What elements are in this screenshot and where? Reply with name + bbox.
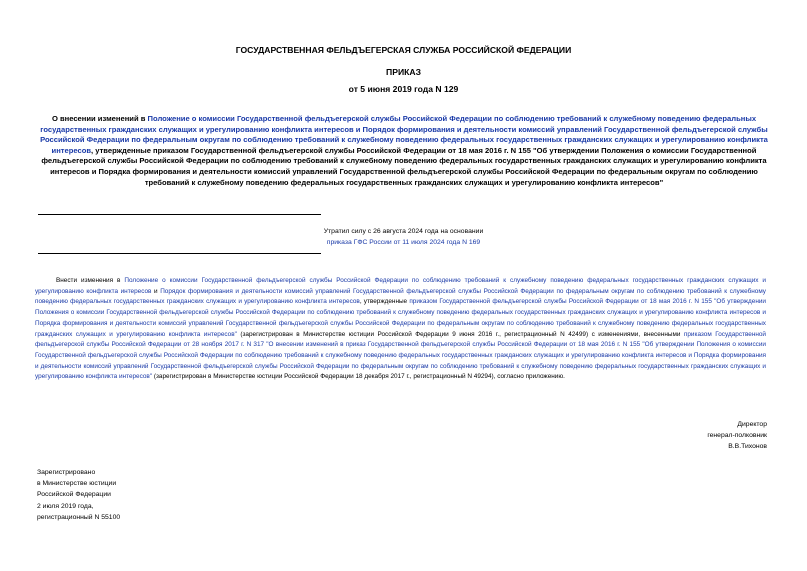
agency-name: ГОСУДАРСТВЕННАЯ ФЕЛЬДЪЕГЕРСКАЯ СЛУЖБА РОССИЙСКОЙ ФЕДЕРАЦИИ — [235, 45, 572, 55]
registration-block — [37, 467, 120, 523]
body-link-procedure[interactable]: Порядок формирования и деятельности комиссий управлений Государственной фельдъегерской службы Российской Федерации по федеральным округам по соблюдению требований к служебному поведению федеральных государственных гражданских служащих и урегулированию конфликта интересов — [35, 287, 767, 306]
title-prefix: О внесении изменений в — [51, 114, 148, 123]
document-date-number: от 5 июня 2019 года N 129 — [348, 84, 459, 94]
body-text-5: (зарегистрирован в Министерстве юстиции Российской Федерации 18 декабря 2017 г., регистрационный N 49294), согласно приложению. — [152, 373, 565, 381]
title-link-regulation[interactable]: Положение о комиссии Государственной фельдъегерской службы Российской Федерации по соблюдению требований к служебному поведению федеральных государственных гражданских служащих и урегулированию конфликта интересов и Порядок формирования и деятельности комиссий управлений Государственной фельдъегерской службы Российской Федерации по федеральным округам по соблюдению требований к служебному поведению федеральных государственных гражданских служащих и урегулированию конфликта интересов — [40, 114, 768, 155]
signature-block — [707, 419, 767, 452]
document-title — [34, 114, 774, 188]
body-link-regulation[interactable]: Положение о комиссии Государственной фельдъегерской службы Российской Федерации по соблюдению требований к служебному поведению федеральных государственных гражданских служащих и урегулированию конфликта интересов — [35, 277, 766, 295]
body-link-order-317[interactable]: приказом Государственной фельдъегерской службы Российской Федерации от 28 ноября 2017 г. N 317 "О внесении изменений в приказ Государственной фельдъегерской службы Российской Федерации от 18 мая 2016 г. N 155 "Об утверждении Положения о комиссии Государственной фельдъегерской службы Российской Федерации по соблюдению требований к служебному поведению федеральных государственных гражданских служащих и урегулированию конфликта интересов и Порядка формирования и деятельности комиссий управлений Государственной фельдъегерской службы Российской Федерации по федеральным округам по соблюдению требований к служебному поведению федеральных государственных гражданских служащих и урегулированию конфликта интересов" — [35, 330, 767, 381]
registration-line5: регистрационный N 55100 — [37, 513, 121, 521]
divider-bottom — [38, 253, 321, 254]
registration-line2: в Министерстве юстиции — [37, 480, 117, 488]
body-text-2: и — [151, 287, 161, 295]
body-link-order-155[interactable]: приказом Государственной фельдъегерской службы Российской Федерации от 18 мая 2016 г. N 155 "Об утверждении Положения о комиссии Государственной фельдъегерской службы Российской Федерации по соблюдению требований к служебному поведению федеральных государственных гражданских служащих и урегулированию конфликта интересов и Порядка формирования и деятельности комиссий управлений Государственной фельдъегерской службы Российской Федерации по федеральным округам по соблюдению требований к служебному поведению федеральных государственных гражданских служащих и урегулированию конфликта интересов" — [35, 298, 766, 338]
body-text-1: Внести изменения в — [56, 277, 125, 284]
status-note-line1: Утратил силу с 26 августа 2024 года на основании — [323, 228, 484, 235]
divider-top — [38, 214, 321, 215]
body-text-4: (зарегистрирован в Министерстве юстиции Российской Федерации 9 июня 2016 г., регистрационный N 42499) с изменениями, внесенными — [236, 330, 684, 338]
signature-rank: генерал-полковник — [707, 432, 767, 439]
body-paragraph — [35, 276, 766, 383]
registration-line4: 2 июля 2019 года, — [37, 502, 94, 510]
signature-position: Директор — [737, 421, 767, 428]
document-type: ПРИКАЗ — [386, 67, 421, 77]
registration-line1: Зарегистрировано — [37, 469, 96, 476]
title-suffix: , утвержденные приказом Государственной фельдъегерской службы Российской Федерации от 18 мая 2016 г. N 155 "Об утверждении Положения о комиссии Государственной фельдъегерской службы Российской Федерации по соблюдению требований к служебному поведению федеральных государственных гражданских служащих и урегулированию конфликта интересов и Порядка формирования и деятельности комиссий управлений Государственной фельдъегерской службы Российской Федерации по федеральным округам по соблюдению требований к служебному поведению федеральных государственных гражданских служащих и урегулированию конфликта интересов" — [41, 145, 767, 187]
registration-line3: Российской Федерации — [37, 491, 111, 499]
status-note-link[interactable]: приказа ГФС России от 11 июля 2024 года N 169 — [326, 239, 481, 246]
body-text-3: , утвержденные — [359, 298, 410, 306]
signature-name: В.В.Тихонов — [728, 443, 767, 450]
